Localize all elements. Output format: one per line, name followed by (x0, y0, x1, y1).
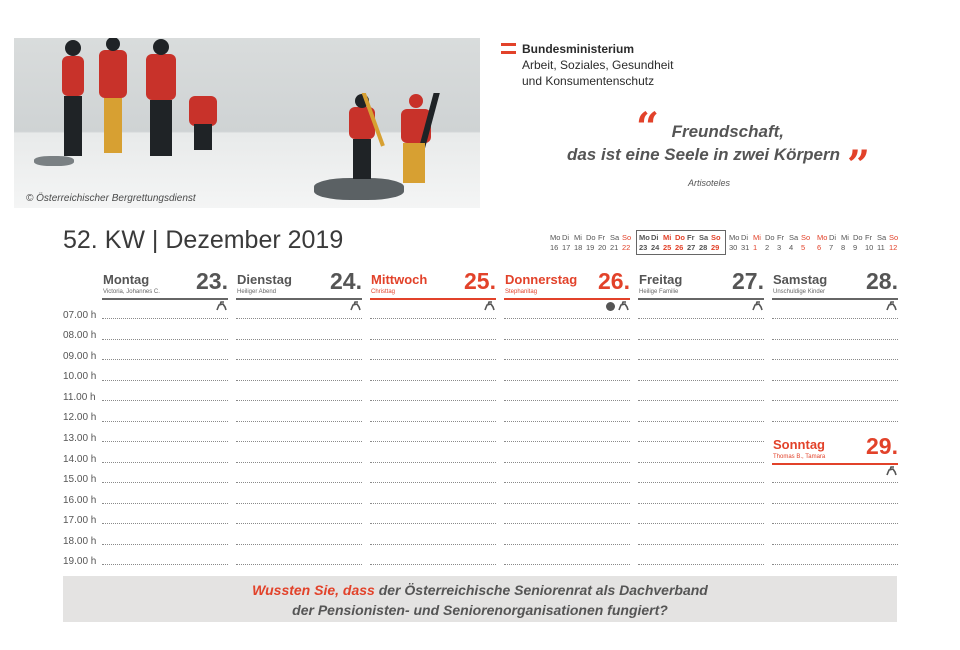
mini-head: Di (651, 233, 659, 242)
mini-date: 11 (877, 243, 885, 252)
mini-date: 25 (663, 243, 672, 252)
schedule-line[interactable] (504, 441, 630, 442)
mini-date: 30 (729, 243, 738, 252)
mini-head: So (889, 233, 899, 242)
mini-head: Do (586, 233, 596, 242)
schedule-line[interactable] (504, 503, 630, 504)
day-underline (504, 298, 630, 300)
schedule-line[interactable] (504, 462, 630, 463)
schedule-line[interactable] (236, 441, 362, 442)
mini-calendar-next-week-2 (817, 233, 901, 253)
schedule-line[interactable] (236, 380, 362, 381)
schedule-line[interactable] (504, 482, 630, 483)
mini-date: 24 (651, 243, 660, 252)
schedule-line[interactable] (370, 380, 496, 381)
schedule-line[interactable] (370, 421, 496, 422)
time-label: 12.00 h (63, 412, 97, 423)
mini-head: So (711, 233, 721, 242)
schedule-line[interactable] (370, 400, 496, 401)
time-label: 13.00 h (63, 433, 97, 444)
schedule-line[interactable] (638, 441, 764, 442)
schedule-line[interactable] (638, 564, 764, 565)
ministry-name: Bundesministerium (522, 42, 635, 56)
fact-rest: der Österreichische Seniorenrat als Dachverband (374, 582, 708, 598)
day-header-saturday (772, 268, 898, 302)
schedule-line[interactable] (772, 544, 898, 545)
schedule-line[interactable] (638, 462, 764, 463)
mini-date: 23 (639, 243, 648, 252)
day-underline (236, 298, 362, 300)
schedule-line[interactable] (102, 400, 228, 401)
time-label: 09.00 h (63, 351, 97, 362)
quote-line-2: das ist eine Seele in zwei Körpern (566, 145, 840, 164)
time-label: 17.00 h (63, 515, 97, 526)
day-header-thursday (504, 268, 630, 302)
week-title: 52. KW | Dezember 2019 (63, 226, 344, 254)
day-name: Dienstag (237, 272, 292, 287)
mini-date: 26 (675, 243, 684, 252)
quote-open-mark: “ (636, 104, 660, 151)
schedule-line[interactable] (638, 318, 764, 319)
mini-date: 8 (841, 243, 846, 252)
schedule-line[interactable] (504, 421, 630, 422)
day-saint: Stephanitag (505, 289, 538, 295)
day-underline (102, 298, 228, 300)
day-saint: Thomas B., Tamara (773, 454, 826, 460)
schedule-line[interactable] (772, 400, 898, 401)
schedule-line[interactable] (504, 544, 630, 545)
mini-date: 19 (586, 243, 595, 252)
schedule-line[interactable] (504, 564, 630, 565)
schedule-line[interactable] (236, 400, 362, 401)
hiker-icon (350, 301, 361, 311)
ministry-subtitle-1: Arbeit, Soziales, Gesundheit (522, 58, 674, 72)
photo-caption: © Österreichischer Bergrettungsdienst (26, 193, 196, 204)
day-header-friday (638, 268, 764, 302)
mini-head: Mo (550, 233, 561, 242)
quote-author: Artisoteles (688, 178, 731, 188)
schedule-line[interactable] (772, 523, 898, 524)
schedule-line[interactable] (504, 339, 630, 340)
schedule-line[interactable] (102, 482, 228, 483)
day-name: Samstag (773, 272, 828, 287)
mini-head: Di (829, 233, 837, 242)
mini-date: 27 (687, 243, 696, 252)
schedule-line[interactable] (638, 339, 764, 340)
schedule-line[interactable] (772, 359, 898, 360)
day-name: Mittwoch (371, 272, 428, 287)
day-number: 25. (464, 268, 496, 294)
schedule-line[interactable] (370, 441, 496, 442)
mini-head: Mi (663, 233, 672, 242)
rescue-photo (14, 38, 480, 208)
schedule-line[interactable] (236, 523, 362, 524)
mini-date: 31 (741, 243, 750, 252)
time-label: 08.00 h (63, 330, 97, 341)
time-label: 11.00 h (63, 392, 96, 403)
quote-close-mark: ” (847, 142, 871, 189)
schedule-line[interactable] (504, 523, 630, 524)
schedule-line[interactable] (638, 544, 764, 545)
day-number: 24. (330, 268, 362, 294)
schedule-line[interactable] (370, 523, 496, 524)
day-header-wednesday (370, 268, 496, 302)
schedule-line[interactable] (638, 400, 764, 401)
mini-date: 3 (777, 243, 782, 252)
day-name: Donnerstag (505, 272, 578, 287)
schedule-line[interactable] (236, 462, 362, 463)
hiker-icon (886, 301, 897, 311)
fact-line-2: der Pensionisten- und Seniorenorganisationen fungiert? (292, 602, 668, 618)
schedule-line[interactable] (236, 318, 362, 319)
day-number: 29. (866, 433, 898, 459)
schedule-line[interactable] (370, 544, 496, 545)
day-header-tuesday (236, 268, 362, 302)
mini-head: Do (853, 233, 863, 242)
schedule-line[interactable] (370, 482, 496, 483)
schedule-line[interactable] (772, 564, 898, 565)
schedule-line[interactable] (236, 544, 362, 545)
schedule-line[interactable] (236, 339, 362, 340)
schedule-line[interactable] (638, 503, 764, 504)
fact-box (63, 576, 897, 622)
day-underline (772, 463, 898, 465)
mini-date: 5 (801, 243, 806, 252)
mini-date: 4 (789, 243, 794, 252)
ministry-subtitle-2: und Konsumentenschutz (522, 74, 655, 88)
mini-date: 1 (753, 243, 758, 252)
hiker-icon (752, 301, 763, 311)
hiker-icon (484, 301, 495, 311)
schedule-line[interactable] (102, 421, 228, 422)
schedule-line[interactable] (638, 380, 764, 381)
schedule-line[interactable] (370, 564, 496, 565)
schedule-line[interactable] (370, 318, 496, 319)
mini-calendar-prev-week (550, 233, 634, 253)
day-number: 23. (196, 268, 228, 294)
time-label: 14.00 h (63, 454, 97, 465)
time-label: 16.00 h (63, 495, 97, 506)
hiker-icon (886, 466, 897, 476)
schedule-line[interactable] (370, 462, 496, 463)
mini-head: Do (765, 233, 775, 242)
schedule-line[interactable] (772, 503, 898, 504)
schedule-line[interactable] (236, 359, 362, 360)
schedule-line[interactable] (236, 482, 362, 483)
mini-head: Sa (877, 233, 887, 242)
day-name: Montag (103, 272, 150, 287)
day-underline (772, 298, 898, 300)
schedule-line[interactable] (102, 359, 228, 360)
mini-head: Mi (753, 233, 761, 242)
fact-lead: Wussten Sie, dass (252, 582, 375, 598)
schedule-line[interactable] (102, 380, 228, 381)
day-saint: Victoria, Johannes C. (103, 289, 160, 295)
schedule-line[interactable] (370, 339, 496, 340)
schedule-line[interactable] (638, 359, 764, 360)
schedule-line[interactable] (504, 380, 630, 381)
schedule-line[interactable] (102, 544, 228, 545)
day-saint: Heiliger Abend (237, 289, 277, 295)
mini-head: Sa (789, 233, 799, 242)
time-label: 15.00 h (63, 474, 97, 485)
mini-head: Mi (841, 233, 849, 242)
mini-head: Fr (598, 233, 606, 242)
mini-head: Di (741, 233, 749, 242)
mini-date: 22 (622, 243, 631, 252)
schedule-line[interactable] (772, 339, 898, 340)
mini-date: 10 (865, 243, 874, 252)
schedule-line[interactable] (102, 441, 228, 442)
day-header-monday (102, 268, 228, 302)
mini-head: Di (562, 233, 570, 242)
schedule-line[interactable] (236, 421, 362, 422)
schedule-line[interactable] (102, 462, 228, 463)
day-underline (638, 298, 764, 300)
quote-line-1: Freundschaft, (671, 122, 784, 141)
mini-date: 17 (562, 243, 571, 252)
schedule-line[interactable] (504, 400, 630, 401)
schedule-line[interactable] (102, 564, 228, 565)
schedule-line[interactable] (102, 318, 228, 319)
mini-date: 20 (598, 243, 607, 252)
mini-date: 2 (765, 243, 770, 252)
mini-head: So (801, 233, 811, 242)
mini-head: So (622, 233, 632, 242)
mini-date: 29 (711, 243, 720, 252)
schedule-line[interactable] (638, 421, 764, 422)
hiker-icon (216, 301, 227, 311)
day-name: Freitag (639, 272, 683, 287)
mini-head: Fr (777, 233, 785, 242)
austria-flag-icon (501, 43, 516, 53)
mini-date: 28 (699, 243, 708, 252)
mini-date: 16 (550, 243, 559, 252)
mini-head: Fr (865, 233, 873, 242)
mini-date: 12 (889, 243, 898, 252)
mini-calendar-current-week (636, 230, 726, 255)
mini-head: Fr (687, 233, 695, 242)
schedule-line[interactable] (370, 503, 496, 504)
schedule-line[interactable] (236, 503, 362, 504)
schedule-line[interactable] (504, 359, 630, 360)
mini-head: Mo (729, 233, 740, 242)
mini-date: 9 (853, 243, 858, 252)
mini-head: Do (675, 233, 685, 242)
schedule-line[interactable] (638, 523, 764, 524)
day-underline (370, 298, 496, 300)
day-saint: Heilige Familie (639, 289, 679, 295)
day-number: 26. (598, 268, 630, 294)
mini-date: 6 (817, 243, 822, 252)
schedule-line[interactable] (102, 503, 228, 504)
schedule-line[interactable] (638, 482, 764, 483)
mini-date: 21 (610, 243, 619, 252)
schedule-line[interactable] (772, 380, 898, 381)
schedule-line[interactable] (772, 482, 898, 483)
day-number: 27. (732, 268, 764, 294)
mini-date: 7 (829, 243, 834, 252)
time-label: 18.00 h (63, 536, 97, 547)
day-saint: Unschuldige Kinder (773, 289, 826, 295)
mini-calendar-next-week (729, 233, 813, 253)
schedule-line[interactable] (236, 564, 362, 565)
time-label: 19.00 h (63, 556, 97, 567)
mini-head: Mi (574, 233, 582, 242)
time-label: 07.00 h (63, 310, 97, 321)
rescuers-pair-figure (339, 93, 449, 203)
schedule-line[interactable] (772, 421, 898, 422)
day-name: Sonntag (773, 437, 825, 452)
moon-phase-icon (606, 302, 615, 311)
time-label: 10.00 h (63, 371, 97, 382)
fact-line-1 (63, 576, 897, 600)
day-header-sunday (772, 433, 898, 467)
mini-date: 18 (574, 243, 583, 252)
day-saint: Christtag (371, 289, 396, 295)
mini-head: Sa (699, 233, 709, 242)
mini-head: Mo (817, 233, 828, 242)
day-number: 28. (866, 268, 898, 294)
mini-head: Mo (639, 233, 650, 242)
mini-head: Sa (610, 233, 620, 242)
schedule-line[interactable] (102, 339, 228, 340)
hiker-icon (618, 301, 629, 311)
schedule-line[interactable] (772, 318, 898, 319)
rescuers-group-figure (54, 38, 254, 168)
schedule-line[interactable] (504, 318, 630, 319)
schedule-line[interactable] (370, 359, 496, 360)
schedule-line[interactable] (102, 523, 228, 524)
